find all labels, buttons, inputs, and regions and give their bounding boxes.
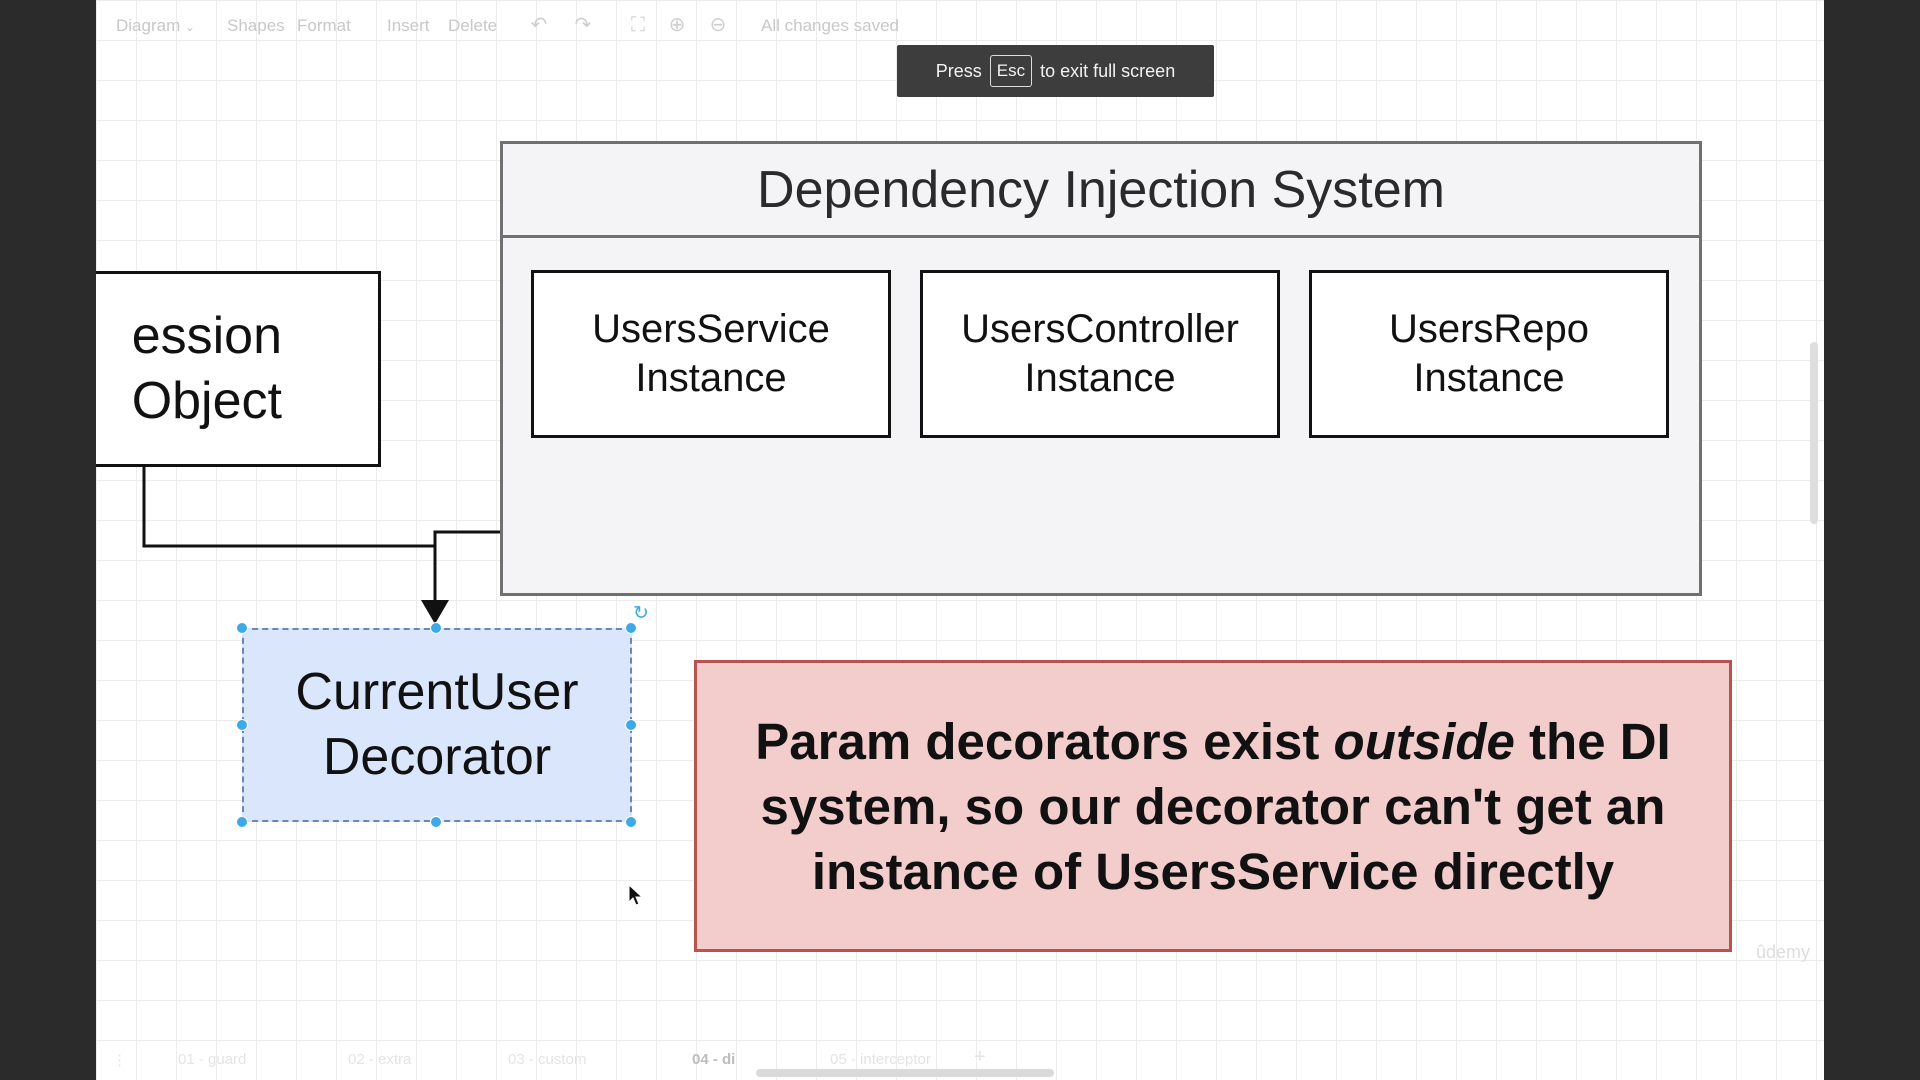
diagram-menu-label: Diagram: [116, 16, 181, 35]
zoom-in-icon[interactable]: ⊕: [668, 14, 686, 36]
resize-handle-w[interactable]: [236, 719, 248, 731]
note-part1: Param decorators exist: [755, 712, 1334, 770]
delete-button[interactable]: Delete: [448, 16, 498, 35]
tab-guard[interactable]: 01 - guard: [178, 1051, 247, 1068]
undo-icon[interactable]: ↶: [530, 14, 548, 36]
current-user-line2: Decorator: [322, 728, 552, 786]
session-object-box[interactable]: [96, 271, 381, 467]
save-status: All changes saved: [761, 16, 899, 35]
session-line2: Object: [131, 372, 282, 430]
rotate-icon[interactable]: ↻: [633, 603, 649, 624]
note-text: [713, 709, 1713, 904]
tab-custom[interactable]: 03 - custom: [508, 1051, 587, 1068]
users-controller-line2: Instance: [1024, 356, 1176, 400]
resize-handle-nw[interactable]: [236, 622, 248, 634]
toast-press-text: Press: [935, 60, 982, 81]
users-controller-instance[interactable]: [920, 270, 1280, 438]
tab-di[interactable]: 04 - di: [692, 1051, 736, 1068]
resize-handle-sw[interactable]: [236, 816, 248, 828]
note-emphasis: outside: [1333, 712, 1515, 770]
resize-handle-e[interactable]: [625, 719, 637, 731]
esc-key: Esc: [990, 55, 1032, 87]
shapes-button[interactable]: Shapes: [227, 16, 285, 35]
users-repo-line1: UsersRepo: [1388, 307, 1590, 351]
format-button[interactable]: Format: [297, 16, 351, 35]
users-repo-instance[interactable]: [1309, 270, 1669, 438]
arrowhead: [421, 600, 449, 624]
note-part2: the DI system, so our decorator can't get an instance of UsersService directly: [760, 712, 1671, 900]
vertical-scrollbar[interactable]: [1810, 342, 1818, 524]
chevron-down-icon: ⌄: [184, 20, 196, 34]
resize-handle-se[interactable]: [625, 816, 637, 828]
fullscreen-toast: [897, 45, 1214, 97]
diagram-menu[interactable]: [116, 16, 195, 36]
users-service-line2: Instance: [635, 356, 787, 400]
canvas[interactable]: [96, 0, 1824, 1080]
current-user-decorator-box[interactable]: [242, 628, 632, 822]
di-system-title: Dependency Injection System: [503, 144, 1699, 238]
toolbar: [96, 0, 1824, 44]
users-service-instance[interactable]: [531, 270, 891, 438]
current-user-line1: CurrentUser: [295, 663, 579, 721]
users-controller-line1: UsersController: [961, 307, 1239, 351]
add-page-icon[interactable]: +: [974, 1046, 986, 1068]
resize-handle-s[interactable]: [430, 816, 442, 828]
fullscreen-icon[interactable]: ⛶: [631, 14, 645, 36]
session-line1: ession: [131, 307, 282, 365]
watermark-logo: ûdemy: [1756, 942, 1811, 962]
redo-icon[interactable]: ↷: [574, 14, 592, 36]
resize-handle-n[interactable]: [430, 622, 442, 634]
horizontal-scrollbar[interactable]: [756, 1069, 1054, 1077]
tab-extra[interactable]: 02 - extra: [348, 1051, 412, 1068]
zoom-out-icon[interactable]: ⊖: [709, 14, 727, 36]
users-service-line1: UsersService: [592, 307, 830, 351]
users-repo-line2: Instance: [1413, 356, 1565, 400]
pages-menu-icon[interactable]: ⋮: [112, 1052, 127, 1069]
session-to-decorator-line: [144, 467, 435, 605]
toast-message: to exit full screen: [1040, 60, 1176, 81]
mouse-cursor-icon: [628, 884, 646, 908]
note-box[interactable]: [694, 660, 1732, 952]
insert-button[interactable]: Insert: [387, 16, 430, 35]
tab-interceptor[interactable]: 05 - interceptor: [830, 1051, 931, 1068]
